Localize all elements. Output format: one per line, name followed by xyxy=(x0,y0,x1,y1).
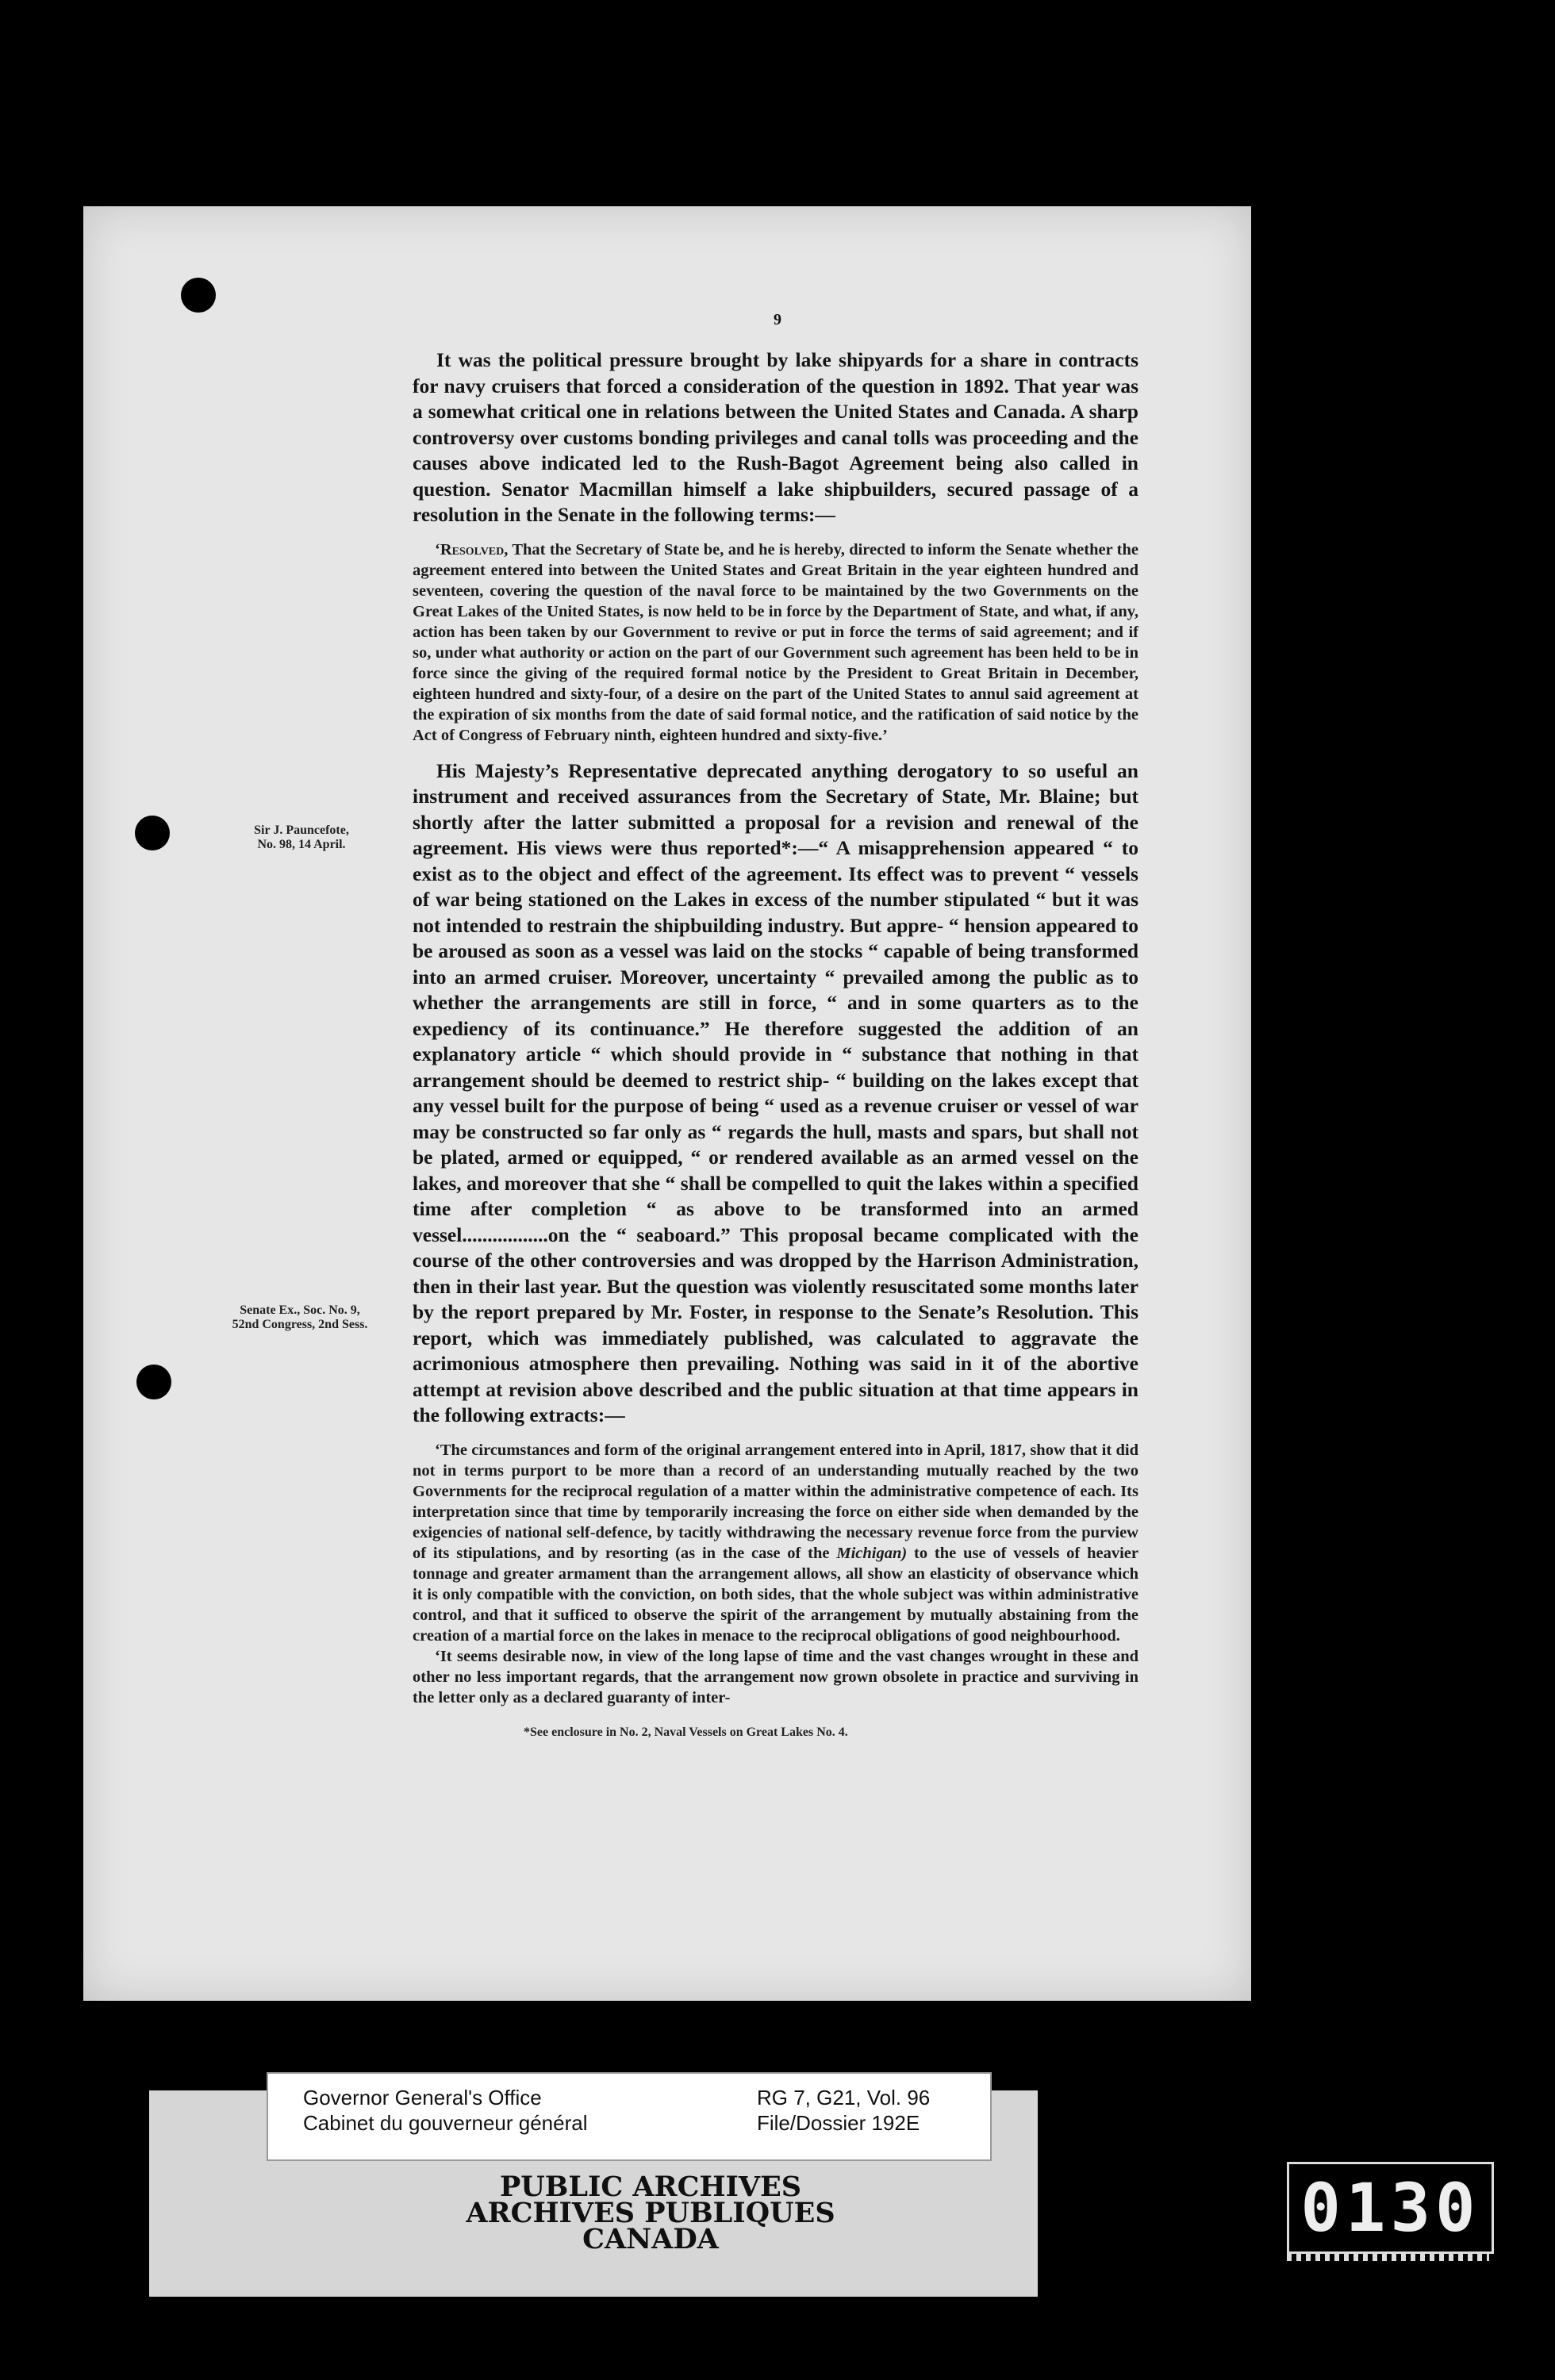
extract-text: ‘The circumstances and form of the original arrangement entered into in April, 1817, show that it did not in terms purport to be more than a record of an understanding mutually reached by the two Governments for the reciprocal regulation of a matter within the administrative competence of each. Its interpretation since that time by temporarily increasing the force on either side when demanded by the exigencies of national self-defence, by tacitly withdrawing the necessary revenue force from the purview of its stipulations, and by resorting (as in the case of the xyxy=(413,1441,1138,1562)
margin-note-pauncefote xyxy=(206,823,397,852)
margin-note-senate xyxy=(205,1303,395,1332)
public-archives-stamp xyxy=(444,2171,857,2255)
stamp-line: PUBLIC ARCHIVES xyxy=(499,2171,802,2203)
footnote: *See enclosure in No. 2, Naval Vessels on Great Lakes No. 4. xyxy=(524,1725,848,1739)
quoted-extract xyxy=(413,1440,1138,1646)
paragraph: His Majesty’s Representative deprecated anything derogatory to so useful an instrument and received assurances from the Secretary of State, Mr. Blaine; but shortly after the latter submitted a proposal for a revision and renewal of the agreement. His views were thus reported*:—“ A misapprehension appeared “ to exist as to the object and effect of the agreement. Its effect was to prevent “ vessels of war being stationed on the Lakes in excess of the number stipulated “ but it was not intended to restrain the shipbuilding industry. But appre- “ hension appeared to be aroused as soon as a vessel was laid on the stocks “ capable of being transformed into an armed cruiser. Moreover, uncertainty “ prevailed among the public as to whether the arrangements are still in force, “ and in some quarters as to the expediency of its continuance.” He therefore suggested the addition of an explanatory article “ which should provide in “ substance that nothing in that arrangement should be deemed to restrict ship- “ building on the lakes except that any vessel built for the purpose of being “ used as a revenue cruiser or vessel of war may be constructed so far only as “ regards the hull, masts and spars, but shall not be plated, armed or equipped, “ or rendered available as an armed vessel on the lakes, and moreover that she “ shall be compelled to quit the lakes within a specified time after completion “ as above to be transformed into an armed vessel.................on the “ seaboard.” This proposal became complicated with the course of the other controversies and was dropped by the Harrison Administration, then in their last year. But the question was violently resuscitated some months later by the report prepared by Mr. Foster, in response to the Senate’s Resolution. This report, which was immediately published, was calculated to aggravate the acrimonious atmosphere then prevailing. Nothing was said in it of the abortive attempt at revision above described and the public situation at that time appears in the following extracts:— xyxy=(413,758,1138,1426)
resolution-text: That the Secretary of State be, and he is hereby, directed to inform the Senate whether the agreement entered into between the United States and Great Britain in the year eighteen hundred and seventeen, covering the question of the naval force to be maintained by the two Governments on the Great Lakes of the United States, is now held to be in force by the Department of State, and what, if any, action has been taken by our Government to revive or put in force the terms of said agreement; and if so, under what authority or action on the part of our Government such agreement has been held to be in force since the giving of the required formal notice by the President to Great Britain in December, eighteen hundred and sixty-four, of a desire on the part of the United States to annul said agreement at the expiration of six months from the date of said formal notice, and the ratification of said notice by the Act of Congress of February ninth, eighteen hundred and sixty-five.’ xyxy=(413,540,1138,744)
resolved-lead: ‘Resolved, xyxy=(435,540,509,559)
record-group: RG 7, G21, Vol. 96 xyxy=(757,2086,931,2109)
extract-text-end: to the use of vessels of heavier tonnage and greater armament than the arrangement allows, all show an elasticity of observance which it is only compatible with the conviction, on both sides, that the whole subject was within administrative control, and that it sufficed to observe the spirit of the arrangement by mutually abstaining from the creation of a martial force on the lakes in menace to the reciprocal obligations of good neighbourhood. xyxy=(413,1544,1138,1645)
margin-note-line: 52nd Congress, 2nd Sess. xyxy=(232,1318,368,1331)
extract-ship-name: Michigan) xyxy=(836,1544,908,1562)
frame-counter-digits: 0130 xyxy=(1300,2169,1480,2247)
punch-hole-top xyxy=(181,278,216,313)
archive-label xyxy=(267,2072,992,2161)
page-number: 9 xyxy=(774,311,781,328)
quoted-resolution xyxy=(413,539,1138,746)
frame-counter xyxy=(1287,2162,1494,2254)
film-perforation xyxy=(1287,2253,1489,2261)
office-french: Cabinet du gouverneur général xyxy=(303,2111,588,2135)
stamp-line: ARCHIVES PUBLIQUES xyxy=(466,2197,835,2229)
file-number: File/Dossier 192E xyxy=(757,2111,920,2135)
punch-hole-middle xyxy=(135,816,170,850)
stamp-line: CANADA xyxy=(582,2223,719,2255)
margin-note-line: Senate Ex., Soc. No. 9, xyxy=(240,1303,360,1317)
punch-hole-bottom xyxy=(136,1365,171,1399)
office-english: Governor General's Office xyxy=(303,2086,542,2109)
main-text xyxy=(413,347,1138,1740)
margin-note-line: Sir J. Pauncefote, xyxy=(254,823,349,837)
margin-note-line: No. 98, 14 April. xyxy=(257,838,346,851)
paragraph: It was the political pressure brought by lake shipyards for a share in contracts for navy cruisers that forced a consideration of the question in 1892. That year was a somewhat critical one in relations between the United States and Canada. A sharp controversy over customs bonding privileges and canal tolls was proceeding and the causes above indicated led to the Rush-Bagot Agreement being also called in question. Senator Macmillan himself a lake shipbuilders, secured passage of a resolution in the Senate in the following terms:— xyxy=(413,348,1138,526)
quoted-extract: ‘It seems desirable now, in view of the long lapse of time and the vast changes wrought in these and other no less important regards, that the arrangement now grown obsolete in practice and surviving in the letter only as a declared guaranty of inter- xyxy=(413,1647,1138,1706)
